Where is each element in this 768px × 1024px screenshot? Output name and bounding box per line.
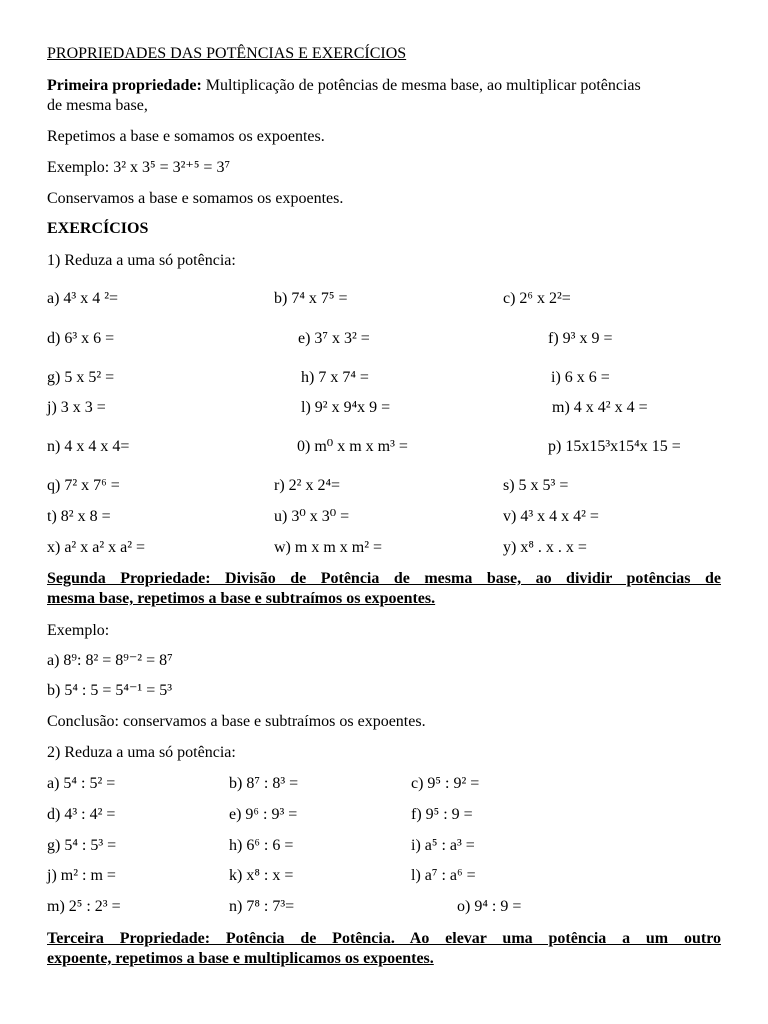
ex2-item: a) 5⁴ : 5² =	[47, 775, 116, 792]
prop1-rule: Repetimos a base e somamos os expoentes.	[47, 128, 325, 145]
ex1-item: w) m x m x m² =	[274, 539, 383, 556]
ex1-prompt: 1) Reduza a uma só potência:	[47, 252, 236, 269]
prop2-heading-line2: mesma base, repetimos a base e subtraímos os expoentes.	[47, 590, 436, 607]
ex2-item: g) 5⁴ : 5³ =	[47, 837, 117, 854]
ex1-item: c) 2⁶ x 2²=	[503, 290, 571, 307]
ex1-item: s) 5 x 5³ =	[503, 477, 569, 494]
ex1-item: a) 4³ x 4 ²=	[47, 290, 119, 307]
prop1-line2: de mesma base,	[47, 97, 148, 114]
ex2-item: e) 9⁶ : 9³ =	[229, 806, 298, 823]
prop2-example-b: b) 5⁴ : 5 = 5⁴⁻¹ = 5³	[47, 682, 173, 699]
ex2-item: d) 4³ : 4² =	[47, 806, 116, 823]
prop1-text1: Multiplicação de potências de mesma base, ao multiplicar potências	[201, 77, 641, 94]
prop3-heading-line2: expoente, repetimos a base e multiplicamos os expoentes.	[47, 950, 434, 967]
ex1-item: j) 3 x 3 =	[47, 399, 106, 416]
ex2-item: k) x⁸ : x =	[229, 867, 294, 884]
prop1-conclusion: Conservamos a base e somamos os expoentes.	[47, 190, 344, 207]
ex1-item: l) 9² x 9⁴x 9 =	[301, 399, 391, 416]
ex1-item: q) 7² x 7⁶ =	[47, 477, 120, 494]
ex1-item: v) 4³ x 4 x 4² =	[503, 508, 599, 525]
prop1-example: Exemplo: 3² x 3⁵ = 3²⁺⁵ = 3⁷	[47, 159, 231, 176]
prop1-line1	[47, 76, 641, 96]
prop3-heading-line1: Terceira Propriedade: Potência de Potência. Ao elevar uma potência a um outro	[47, 930, 721, 947]
ex1-item: p) 15x15³x15⁴x 15 =	[548, 438, 681, 455]
ex1-item: x) a² x a² x a² =	[47, 539, 146, 556]
ex2-prompt: 2) Reduza a uma só potência:	[47, 744, 236, 761]
ex1-item: b) 7⁴ x 7⁵ =	[274, 290, 348, 307]
ex1-item: u) 3⁰ x 3⁰ =	[274, 508, 350, 525]
ex1-item: 0) m⁰ x m x m³ =	[297, 438, 408, 455]
document-title: PROPRIEDADES DAS POTÊNCIAS E EXERCÍCIOS	[47, 45, 407, 62]
ex2-item: l) a⁷ : a⁶ =	[411, 867, 476, 884]
ex2-item: b) 8⁷ : 8³ =	[229, 775, 299, 792]
prop2-example-label: Exemplo:	[47, 622, 110, 639]
ex1-item: y) x⁸ . x . x =	[503, 539, 587, 556]
ex2-item: f) 9⁵ : 9 =	[411, 806, 473, 823]
ex1-item: d) 6³ x 6 =	[47, 330, 115, 347]
ex1-item: t) 8² x 8 =	[47, 508, 111, 525]
prop2-heading-line1: Segunda Propriedade: Divisão de Potência de mesma base, ao dividir potências de	[47, 570, 721, 587]
ex1-item: i) 6 x 6 =	[551, 369, 610, 386]
prop2-conclusion: Conclusão: conservamos a base e subtraímos os expoentes.	[47, 713, 426, 730]
ex1-item: e) 3⁷ x 3² =	[298, 330, 370, 347]
ex2-item: i) a⁵ : a³ =	[411, 837, 475, 854]
ex1-item: r) 2² x 2⁴=	[274, 477, 341, 494]
prop2-example-a: a) 8⁹: 8² = 8⁹⁻² = 8⁷	[47, 652, 173, 669]
exercises-heading: EXERCÍCIOS	[47, 220, 149, 237]
prop1-label: Primeira propriedade:	[47, 77, 202, 94]
ex2-item: m) 2⁵ : 2³ =	[47, 898, 121, 915]
ex1-item: n) 4 x 4 x 4=	[47, 438, 130, 455]
ex2-item: j) m² : m =	[47, 867, 116, 884]
ex1-item: m) 4 x 4² x 4 =	[552, 399, 648, 416]
ex2-item: n) 7⁸ : 7³=	[229, 898, 295, 915]
ex2-item: o) 9⁴ : 9 =	[457, 898, 522, 915]
ex1-item: h) 7 x 7⁴ =	[301, 369, 369, 386]
ex2-item: h) 6⁶ : 6 =	[229, 837, 294, 854]
ex2-item: c) 9⁵ : 9² =	[411, 775, 480, 792]
ex1-item: f) 9³ x 9 =	[548, 330, 613, 347]
ex1-item: g) 5 x 5² =	[47, 369, 115, 386]
